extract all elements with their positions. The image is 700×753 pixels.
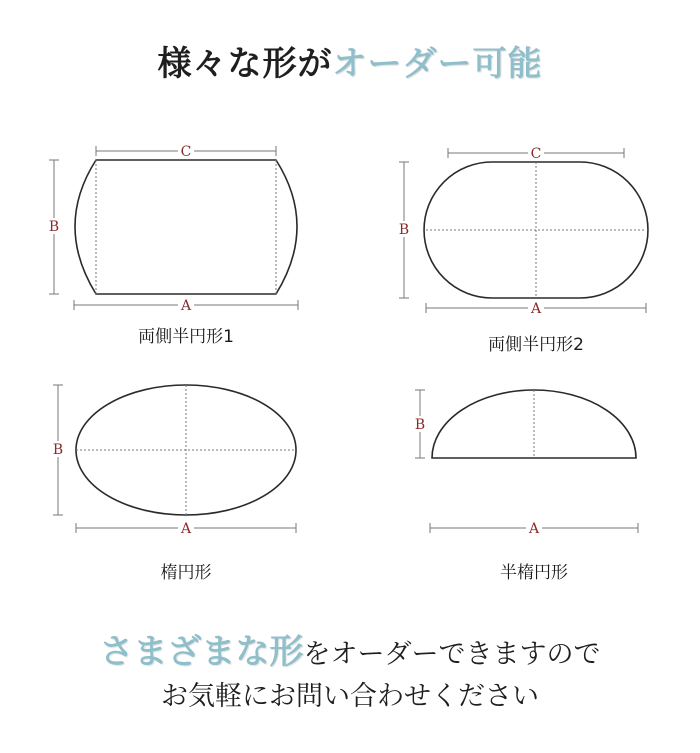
shape-ellipse <box>50 385 296 537</box>
title-accent-part: オーダー可能 <box>332 44 543 84</box>
shape-2-dim-a: A <box>530 301 542 317</box>
shape-3-label: 楕円形 <box>160 563 212 583</box>
shape-double-semicircle-1 <box>46 143 298 314</box>
shape-2-label: 両側半円形2 <box>488 335 584 355</box>
shape-1-label: 両側半円形1 <box>138 327 234 347</box>
shape-2-dim-c: C <box>530 146 542 162</box>
shape-4-dim-b: B <box>414 417 426 433</box>
shape-1-dim-c: C <box>180 144 192 160</box>
shape-4-label: 半楕円形 <box>500 563 568 583</box>
shape-1-outline <box>75 160 297 294</box>
footer-dark-text: をオーダーできますので <box>303 639 601 670</box>
shape-1-dim-a: A <box>180 298 192 314</box>
footer-line-2: お気軽にお問い合わせください <box>161 681 539 712</box>
shape-1-dim-b: B <box>48 219 60 235</box>
shape-double-semicircle-2 <box>396 145 648 317</box>
footer-line-1 <box>0 624 700 673</box>
title-dark-part: 様々な形が <box>157 44 333 84</box>
shape-3-dim-b: B <box>52 442 64 458</box>
shape-3-dim-a: A <box>180 521 192 537</box>
footer-accent-text: さまざまな形 <box>99 632 304 672</box>
shape-2-dim-b: B <box>398 222 410 238</box>
shape-4-dim-a: A <box>528 521 540 537</box>
shape-half-ellipse <box>412 390 638 537</box>
